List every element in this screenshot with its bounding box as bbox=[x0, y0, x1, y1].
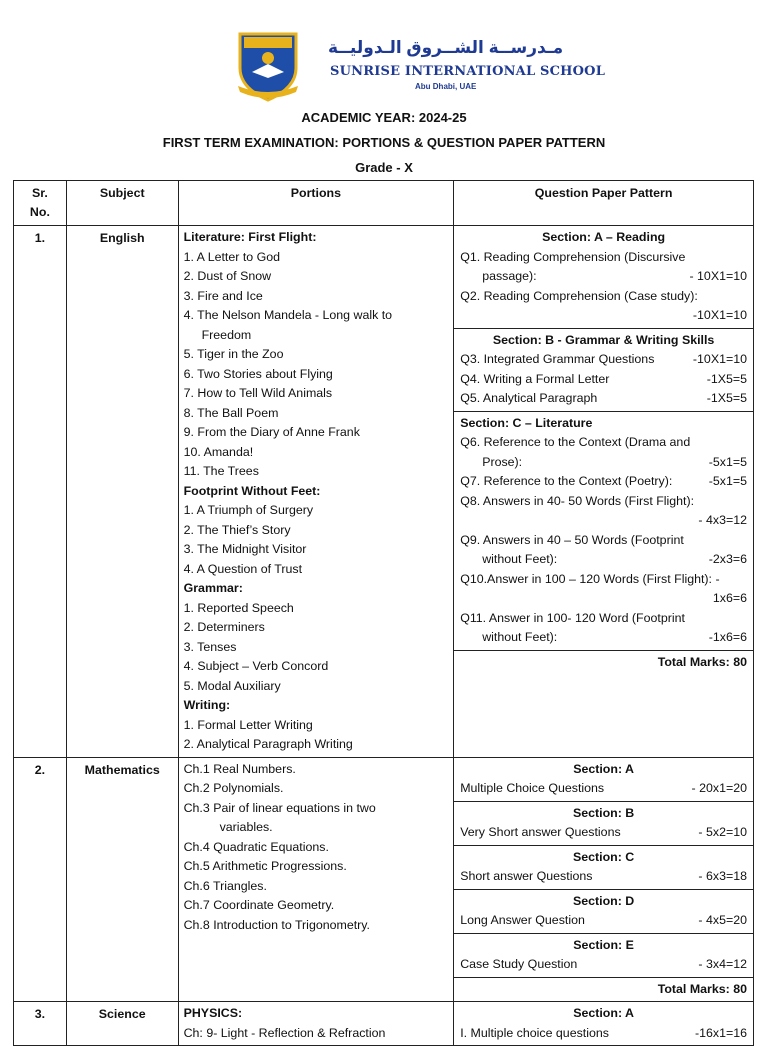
question-paper-pattern bbox=[454, 1002, 754, 1046]
subject-name: Science bbox=[66, 1002, 178, 1046]
section-heading: Section: D bbox=[572, 893, 635, 908]
question-paper-pattern bbox=[454, 226, 754, 758]
portion-item: 5. Tiger in the Zoo bbox=[183, 347, 284, 361]
portion-item-continued: Freedom bbox=[201, 327, 252, 342]
section-heading: Section: C bbox=[572, 849, 635, 864]
marks: -16x1=16 bbox=[694, 1025, 747, 1040]
question-line: Q11. Answer in 100- 120 Word (Footprint bbox=[460, 610, 685, 625]
marks: -10X1=10 bbox=[692, 352, 747, 366]
question-line: Q7. Reference to the Context (Poetry): -5x1=5 bbox=[460, 472, 747, 492]
total-marks: Total Marks: 80 bbox=[657, 654, 747, 669]
portion-heading: PHYSICS: bbox=[183, 1006, 243, 1020]
portion-item: Ch.3 Pair of linear equations in two bbox=[183, 800, 376, 815]
portion-item: Ch.1 Real Numbers. bbox=[183, 761, 296, 776]
exam-title: FIRST TERM EXAMINATION: PORTIONS & QUESTION PAPER PATTERN bbox=[162, 135, 606, 150]
section-heading: Section: A – Reading bbox=[542, 230, 666, 244]
portion-item: 6. Two Stories about Flying bbox=[183, 366, 333, 381]
total-marks: Total Marks: 80 bbox=[657, 981, 747, 996]
portion-heading: Grammar: bbox=[183, 581, 243, 595]
portion-item: 3. The Midnight Visitor bbox=[183, 542, 307, 556]
portion-item: 4. A Question of Trust bbox=[183, 561, 303, 576]
portion-item: 4. Subject – Verb Concord bbox=[183, 659, 329, 673]
portion-item: 7. How to Tell Wild Animals bbox=[183, 386, 333, 400]
section-heading: Section: B bbox=[572, 805, 635, 820]
portion-item: 8. The Ball Poem bbox=[183, 405, 279, 420]
question-line: Multiple Choice Questions - 20x1=20 bbox=[460, 779, 747, 799]
portion-item: 11. The Trees bbox=[183, 464, 259, 478]
question-line: without Feet): -2x3=6 bbox=[460, 550, 747, 570]
marks: - 4x5=20 bbox=[698, 913, 747, 927]
marks: - 4x3=12 bbox=[698, 513, 747, 527]
table-header-row bbox=[14, 181, 754, 226]
qpp-total bbox=[454, 651, 753, 675]
portions-list bbox=[178, 1002, 454, 1046]
school-name: SUNRISE INTERNATIONAL SCHOOL bbox=[330, 64, 606, 79]
portion-item: Ch.2 Polynomials. bbox=[183, 781, 284, 795]
question-line: Q4. Writing a Formal Letter -1X5=5 bbox=[460, 370, 747, 390]
portion-item: 9. From the Diary of Anne Frank bbox=[183, 425, 360, 439]
marks: -1x6=6 bbox=[708, 630, 747, 644]
qpp-total bbox=[454, 978, 753, 1002]
question-line: Case Study Question - 3x4=12 bbox=[460, 955, 747, 975]
school-name-arabic: مـدرســة الشــروق الـدوليــة bbox=[328, 38, 564, 57]
question-line: Long Answer Question - 4x5=20 bbox=[460, 911, 747, 931]
portion-item: 3. Tenses bbox=[183, 639, 237, 654]
table-row-mathematics bbox=[14, 757, 754, 1002]
portion-item-continued: variables. bbox=[219, 820, 273, 834]
portion-item: 1. A Triumph of Surgery bbox=[183, 503, 314, 517]
marks: - 10X1=10 bbox=[689, 269, 747, 283]
header-question-paper-pattern: Question Paper Pattern bbox=[454, 181, 754, 226]
portion-item: 2. Analytical Paragraph Writing bbox=[183, 737, 353, 751]
table-row-english bbox=[14, 226, 754, 758]
portion-item: Ch.4 Quadratic Equations. bbox=[183, 839, 329, 854]
portion-item: Ch.7 Coordinate Geometry. bbox=[183, 898, 335, 912]
qpp-section-c bbox=[454, 846, 753, 890]
portion-item: Ch.5 Arithmetic Progressions. bbox=[183, 859, 347, 873]
question-line: Q6. Reference to the Context (Drama and bbox=[460, 435, 691, 449]
section-heading: Section: C – Literature bbox=[460, 415, 593, 430]
header-sr-no: Sr. No. bbox=[14, 181, 67, 226]
section-heading: Section: E bbox=[573, 937, 634, 952]
question-line: Prose): -5x1=5 bbox=[460, 453, 747, 473]
portion-item: 1. A Letter to God bbox=[183, 249, 281, 264]
qpp-section-d bbox=[454, 890, 753, 934]
marks: 1x6=6 bbox=[712, 591, 747, 605]
portion-item: 2. Determiners bbox=[183, 620, 265, 634]
portion-item: 5. Modal Auxiliary bbox=[183, 678, 281, 693]
portions-list bbox=[178, 226, 454, 758]
portions-table bbox=[13, 180, 754, 1046]
subject-name: Mathematics bbox=[66, 757, 178, 1002]
question-line: passage): - 10X1=10 bbox=[460, 267, 747, 287]
school-location: Abu Dhabi, UAE bbox=[415, 82, 477, 91]
qpp-section-a bbox=[454, 1002, 753, 1045]
qpp-section-e bbox=[454, 934, 753, 978]
portion-item: 2. Dust of Snow bbox=[183, 269, 272, 283]
question-line: Q2. Reading Comprehension (Case study): bbox=[460, 288, 698, 303]
portion-item: 4. The Nelson Mandela - Long walk to bbox=[183, 308, 393, 322]
marks: -1X5=5 bbox=[706, 371, 747, 386]
table-row-science bbox=[14, 1002, 754, 1046]
question-line: Q5. Analytical Paragraph -1X5=5 bbox=[460, 389, 747, 409]
question-line: Q3. Integrated Grammar Questions -10X1=10 bbox=[460, 350, 747, 370]
school-header bbox=[0, 0, 768, 108]
marks: - 20x1=20 bbox=[691, 781, 747, 795]
marks: -2x3=6 bbox=[708, 552, 747, 566]
sr-no: 2. bbox=[14, 757, 67, 1002]
sr-no: 3. bbox=[14, 1002, 67, 1046]
section-heading: Section: B - Grammar & Writing Skills bbox=[492, 332, 715, 347]
qpp-section-c bbox=[454, 412, 753, 651]
portion-item: Ch.6 Triangles. bbox=[183, 878, 267, 893]
school-logo bbox=[232, 28, 304, 102]
portion-heading: Writing: bbox=[183, 698, 231, 712]
question-line: Q8. Answers in 40- 50 Words (First Flight): bbox=[460, 493, 695, 508]
portion-item: Ch: 9- Light - Reflection & Refraction bbox=[183, 1025, 386, 1040]
question-line: Q10.Answer in 100 – 120 Words (First Flight): - bbox=[460, 571, 720, 586]
question-line: Short answer Questions - 6x3=18 bbox=[460, 867, 747, 887]
academic-year-title: ACADEMIC YEAR: 2024-25 bbox=[301, 110, 467, 125]
qpp-section-a bbox=[454, 226, 753, 329]
portion-item: 3. Fire and Ice bbox=[183, 288, 263, 303]
marks: - 6x3=18 bbox=[698, 869, 747, 883]
qpp-section-b bbox=[454, 329, 753, 412]
header-subject: Subject bbox=[66, 181, 178, 226]
portions-list bbox=[178, 757, 454, 1002]
portion-item: 1. Reported Speech bbox=[183, 600, 294, 615]
question-line: Q1. Reading Comprehension (Discursive bbox=[460, 249, 686, 264]
portion-item: Ch.8 Introduction to Trigonometry. bbox=[183, 917, 371, 932]
qpp-section-b bbox=[454, 802, 753, 846]
question-line: Q9. Answers in 40 – 50 Words (Footprint bbox=[460, 532, 684, 547]
marks: - 5x2=10 bbox=[698, 825, 747, 839]
portion-heading: Literature: First Flight: bbox=[183, 230, 317, 244]
marks: - 3x4=12 bbox=[698, 957, 747, 971]
grade-title: Grade - X bbox=[355, 160, 413, 175]
marks: -10X1=10 bbox=[692, 308, 747, 322]
portion-item: 1. Formal Letter Writing bbox=[183, 717, 313, 732]
qpp-section-a bbox=[454, 758, 753, 802]
question-line: I. Multiple choice questions -16x1=16 bbox=[460, 1024, 747, 1044]
question-line: Very Short answer Questions - 5x2=10 bbox=[460, 823, 747, 843]
marks: -5x1=5 bbox=[708, 454, 747, 469]
subject-name: English bbox=[66, 226, 178, 758]
question-paper-pattern bbox=[454, 757, 754, 1002]
section-heading: Section: A bbox=[573, 1006, 634, 1020]
marks: -1X5=5 bbox=[706, 391, 747, 405]
portion-heading: Footprint Without Feet: bbox=[183, 483, 321, 498]
portion-item: 10. Amanda! bbox=[183, 444, 254, 459]
marks: -5x1=5 bbox=[708, 474, 747, 488]
sr-no: 1. bbox=[14, 226, 67, 758]
portion-item: 2. The Thief’s Story bbox=[183, 522, 291, 537]
section-heading: Section: A bbox=[573, 761, 634, 776]
header-portions: Portions bbox=[178, 181, 454, 226]
question-line: without Feet): -1x6=6 bbox=[460, 628, 747, 648]
